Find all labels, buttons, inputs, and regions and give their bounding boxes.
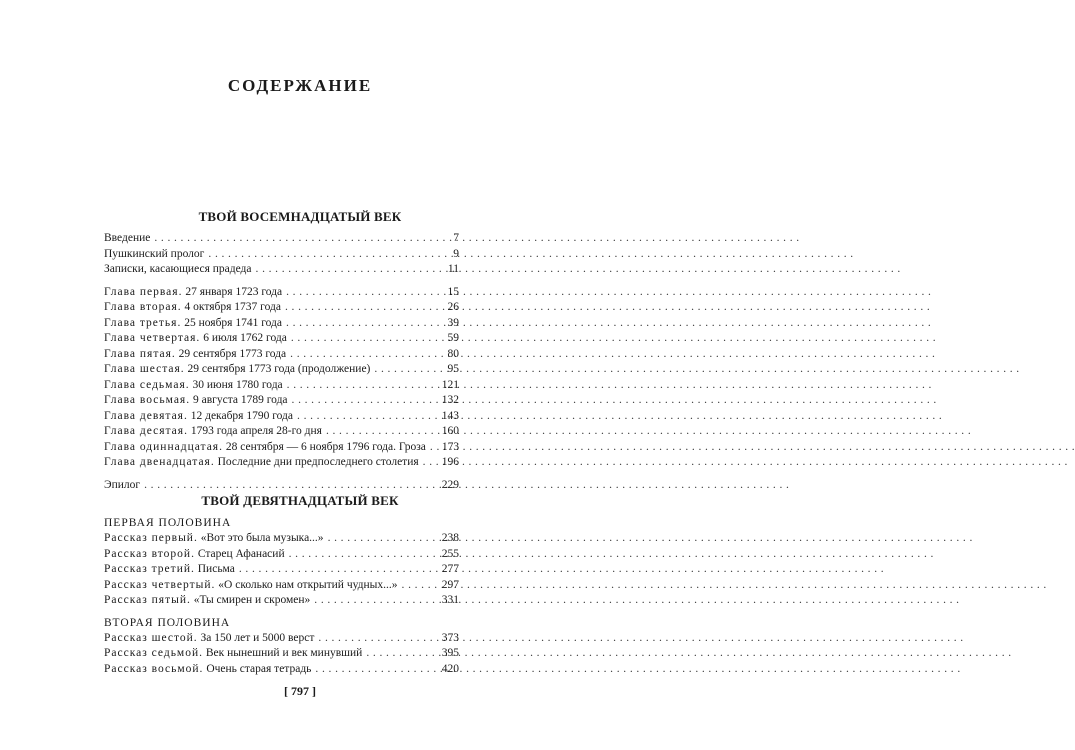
toc-page-number: 80 xyxy=(447,347,459,360)
dot-leader xyxy=(328,531,438,547)
toc-entry-title xyxy=(104,646,362,662)
toc-entry-story xyxy=(104,631,459,647)
dot-leader xyxy=(374,362,441,378)
chapter-list xyxy=(104,285,459,471)
subsection-title-second-half: ВТОРАЯ ПОЛОВИНА xyxy=(104,616,231,629)
toc-entry-title xyxy=(104,562,235,578)
toc-entry-chapter xyxy=(104,347,459,363)
toc-entry-title xyxy=(104,578,398,594)
toc-page-number: 59 xyxy=(447,332,459,344)
toc-entry-title xyxy=(104,231,150,247)
dot-leader xyxy=(430,440,438,456)
toc-entry-chapter xyxy=(104,440,459,456)
toc-entry-label: Введение xyxy=(104,232,151,244)
toc-entry-title xyxy=(104,347,286,363)
dot-leader xyxy=(256,262,441,278)
toc-page-number: 7 xyxy=(453,232,459,244)
dot-leader xyxy=(286,285,441,301)
toc-entry-label: Глава шестая. xyxy=(104,363,185,375)
section-title-part2: ТВОЙ ДЕВЯТНАДЦАТЫЙ ВЕК xyxy=(201,493,399,508)
toc-page-number: 143 xyxy=(441,409,459,422)
toc-entry-label: Пушкинский пролог xyxy=(104,247,205,260)
toc-entry-title xyxy=(104,547,285,563)
toc-page-number: 9 xyxy=(453,247,459,260)
dot-leader xyxy=(239,562,438,578)
dot-leader xyxy=(402,578,438,594)
toc-page-number: 173 xyxy=(441,440,460,453)
toc-entry-story xyxy=(104,662,459,678)
dot-leader xyxy=(289,547,438,563)
toc-entry-chapter xyxy=(104,378,459,394)
dot-leader xyxy=(314,593,437,609)
toc-entry-label: Глава седьмая. xyxy=(104,378,190,391)
dot-leader xyxy=(285,300,441,316)
dot-leader xyxy=(297,409,438,425)
toc-page-number: 160 xyxy=(441,425,459,437)
toc-entry-chapter xyxy=(104,331,459,347)
toc-entry-text: 1793 года апреля 28-го дня xyxy=(190,425,322,437)
toc-entry-label: Рассказ второй. xyxy=(104,547,195,560)
toc-entry-label: Рассказ третий. xyxy=(104,563,195,575)
toc-entry-title xyxy=(104,424,322,440)
toc-entry-label: Эпилог xyxy=(104,478,141,491)
first-half-list xyxy=(104,531,459,609)
toc-entry-title xyxy=(104,285,282,301)
toc-entry-title xyxy=(104,662,311,678)
toc-entry-title xyxy=(104,531,324,547)
section-title-part1: ТВОЙ ВОСЕМНАДЦАТЫЙ ВЕК xyxy=(198,209,402,224)
toc-entry-title xyxy=(104,631,314,647)
toc-entry-chapter xyxy=(104,300,459,316)
toc-entry-title xyxy=(104,393,288,409)
dot-leader xyxy=(318,631,437,647)
dot-leader xyxy=(326,424,438,440)
toc-entry-story xyxy=(104,646,459,662)
toc-page-number: 11 xyxy=(447,263,459,275)
dot-leader xyxy=(315,662,437,678)
toc-page-number: 196 xyxy=(441,456,459,468)
toc-entry-story xyxy=(104,531,459,547)
toc-entry-text: 28 сентября — 6 ноября 1796 года. Гроза xyxy=(225,440,426,453)
toc-entry-text: Очень старая тетрадь xyxy=(206,662,312,675)
toc-entry-text: За 150 лет и 5000 верст xyxy=(200,631,315,644)
toc-entry-story xyxy=(104,547,459,563)
toc-entry-label: Глава одиннадцатая. xyxy=(104,440,223,453)
toc-page-number: 26 xyxy=(447,301,459,313)
toc-page-number: 277 xyxy=(441,563,459,575)
toc-entry-chapter xyxy=(104,285,459,301)
toc-page-number: 95 xyxy=(447,363,459,375)
toc-entry-epilogue xyxy=(104,478,459,494)
toc-part2 xyxy=(104,516,459,677)
toc-entry xyxy=(104,231,459,247)
toc-entry-chapter xyxy=(104,362,459,378)
toc-entry-story xyxy=(104,578,459,594)
toc-entry-label: Записки, касающиеся прадеда xyxy=(104,263,252,275)
dot-leader xyxy=(291,331,441,347)
dot-leader xyxy=(366,646,437,662)
toc-entry-chapter xyxy=(104,424,459,440)
toc-entry-title xyxy=(104,300,281,316)
toc-page-number: 39 xyxy=(447,316,459,329)
toc-page-number: 331 xyxy=(441,594,459,606)
toc-entry-chapter xyxy=(104,316,459,332)
dot-leader xyxy=(154,231,441,247)
toc-page-number: 15 xyxy=(447,285,459,298)
toc-entry-text: 6 июля 1762 года xyxy=(203,332,287,344)
toc-entry-text: Старец Афанасий xyxy=(197,547,285,560)
toc-page-number: 121 xyxy=(441,378,459,391)
toc-entry-text: «Вот это была музыка...» xyxy=(200,532,324,544)
toc-entry-text: 27 января 1723 года xyxy=(185,285,283,298)
toc-entry-text: 29 сентября 1773 года (продолжение) xyxy=(187,363,371,375)
toc-entry-title xyxy=(104,316,282,332)
toc-entry-text: «О сколько нам открытий чудных...» xyxy=(218,578,398,591)
dot-leader xyxy=(144,478,438,494)
dot-leader xyxy=(423,455,438,471)
toc-page-number: 132 xyxy=(441,394,459,406)
toc-entry-label: Глава четвертая. xyxy=(104,332,201,344)
dot-leader xyxy=(292,393,438,409)
toc-page-number: 373 xyxy=(441,631,459,644)
dot-leader xyxy=(208,247,441,263)
toc-entry-title xyxy=(104,478,140,494)
epilogue-list xyxy=(104,478,459,494)
toc-page-number: 395 xyxy=(441,647,459,659)
toc-entry-label: Рассказ четвертый. xyxy=(104,578,216,591)
toc-entry-text: «Ты смирен и скромен» xyxy=(193,594,311,606)
toc-entry xyxy=(104,247,459,263)
toc-entry-text: 29 сентября 1773 года xyxy=(178,347,287,360)
toc-entry-label: Глава вторая. xyxy=(104,301,182,313)
toc-page-number: 229 xyxy=(441,478,459,491)
toc-entry-title xyxy=(104,378,283,394)
toc-entry-text: Век нынешний и век минувший xyxy=(205,647,363,659)
toc-entry-title xyxy=(104,593,310,609)
toc-entry-title xyxy=(104,262,252,278)
toc-entry-label: Глава двенадцатая. xyxy=(104,456,215,468)
toc-entry-text: 30 июня 1780 года xyxy=(192,378,283,391)
dot-leader xyxy=(290,347,441,363)
intro-list xyxy=(104,231,459,278)
page-title: СОДЕРЖАНИЕ xyxy=(227,76,373,95)
toc-entry-chapter xyxy=(104,393,459,409)
toc-entry-title xyxy=(104,409,293,425)
toc-entry-text: 12 декабря 1790 года xyxy=(190,409,294,422)
toc-part1 xyxy=(104,231,459,493)
toc-entry-chapter xyxy=(104,455,459,471)
dot-leader xyxy=(287,378,438,394)
toc-page-number: 238 xyxy=(441,532,459,544)
toc-page-number: 420 xyxy=(441,662,459,675)
page-number: [ 797 ] xyxy=(284,684,316,698)
second-half-list xyxy=(104,631,459,678)
toc-entry-title xyxy=(104,455,419,471)
toc-entry-text: 9 августа 1789 года xyxy=(192,394,288,406)
toc-entry-chapter xyxy=(104,409,459,425)
toc-entry-title xyxy=(104,247,204,263)
toc-entry-label: Рассказ первый. xyxy=(104,532,198,544)
toc-entry-label: Рассказ пятый. xyxy=(104,594,191,606)
toc-entry-text: 4 октября 1737 года xyxy=(184,301,281,313)
toc-entry-text: Последние дни предпоследнего столетия xyxy=(217,456,419,468)
toc-entry-story xyxy=(104,593,459,609)
toc-entry-label: Глава десятая. xyxy=(104,425,188,437)
subsection-title-first-half: ПЕРВАЯ ПОЛОВИНА xyxy=(104,517,232,529)
toc-entry-title xyxy=(104,331,287,347)
toc-entry xyxy=(104,262,459,278)
toc-entry-label: Глава третья. xyxy=(104,316,182,329)
toc-entry-label: Глава пятая. xyxy=(104,347,176,360)
toc-entry-story xyxy=(104,562,459,578)
toc-entry-label: Глава восьмая. xyxy=(104,394,191,406)
toc-page-number: 297 xyxy=(441,578,459,591)
toc-entry-label: Рассказ седьмой. xyxy=(104,647,203,659)
toc-page-number: 255 xyxy=(441,547,459,560)
toc-entry-text: Письма xyxy=(197,563,235,575)
toc-entry-title xyxy=(104,440,426,456)
toc-entry-label: Рассказ восьмой. xyxy=(104,662,204,675)
toc-entry-label: Глава девятая. xyxy=(104,409,188,422)
toc-entry-title xyxy=(104,362,370,378)
toc-entry-label: Рассказ шестой. xyxy=(104,631,198,644)
toc-entry-label: Глава первая. xyxy=(104,285,183,298)
dot-leader xyxy=(286,316,441,332)
toc-entry-text: 25 ноября 1741 года xyxy=(184,316,283,329)
